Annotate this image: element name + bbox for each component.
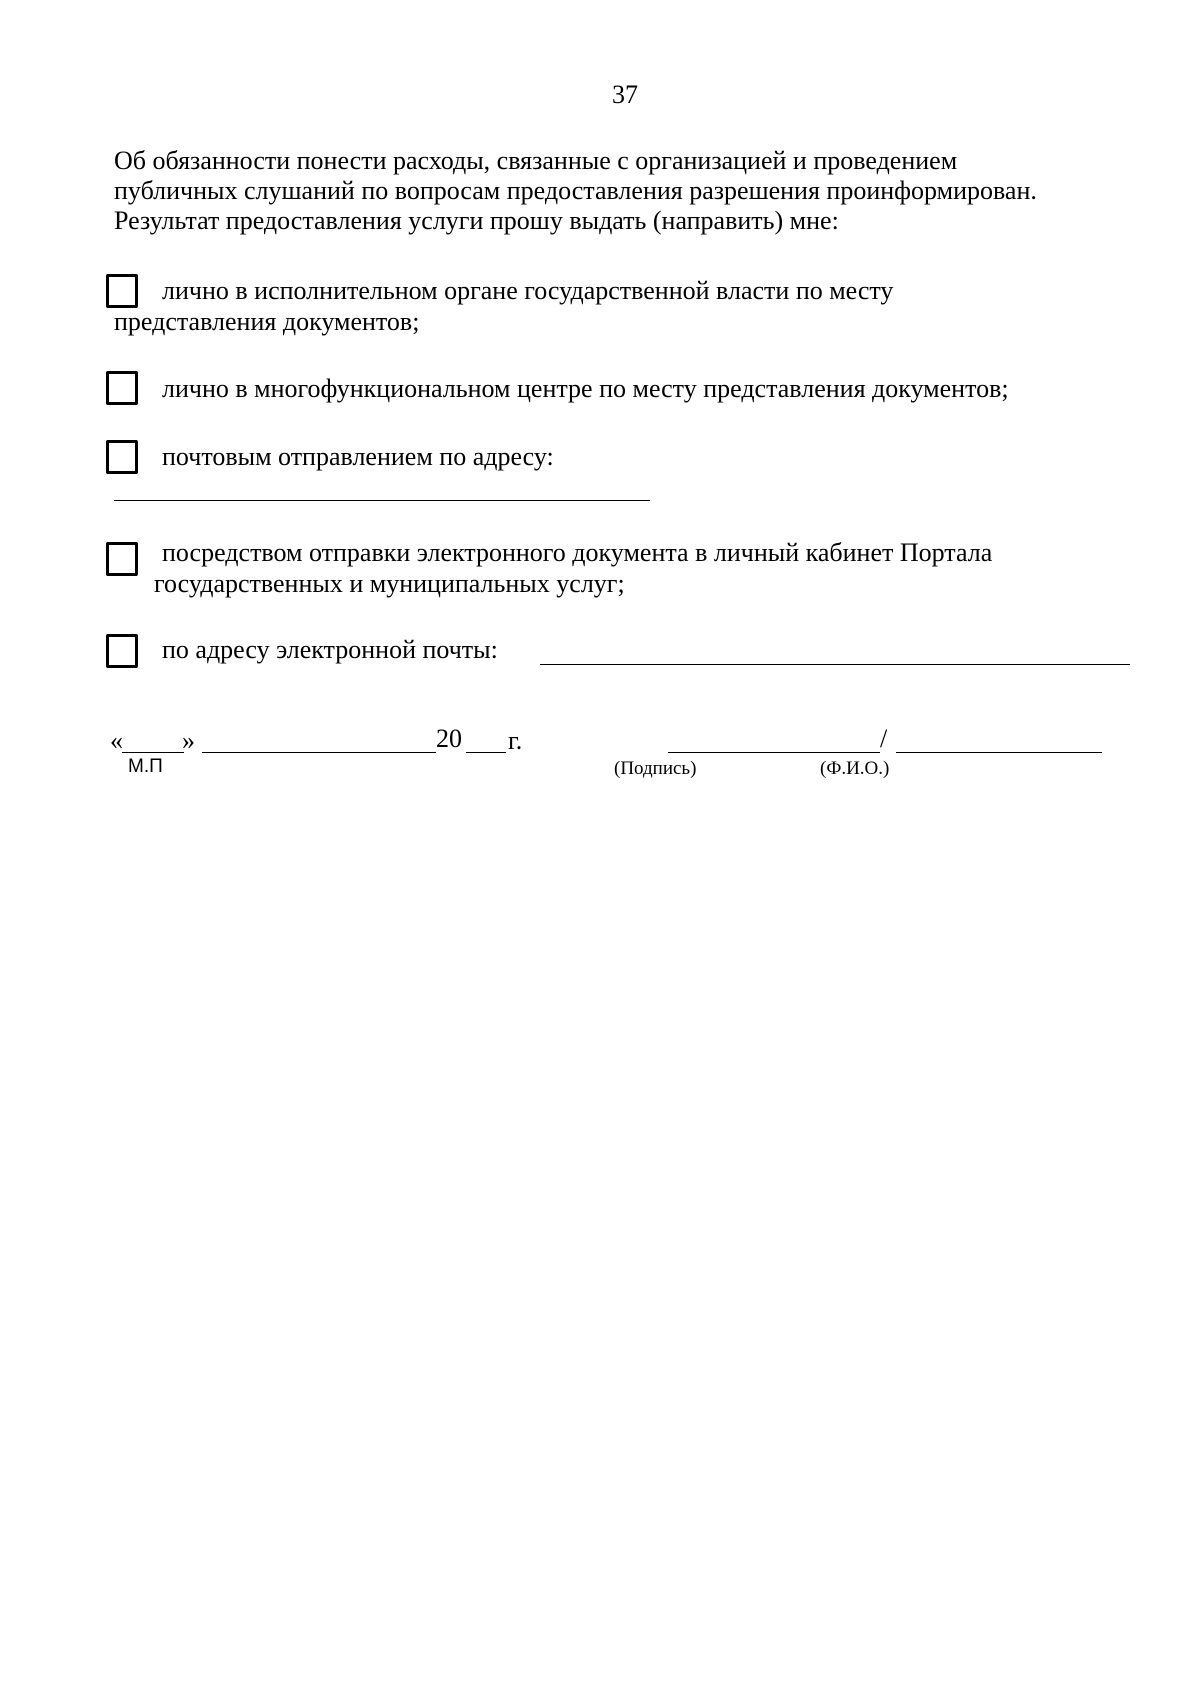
option-label-line1: по адресу электронной почты:	[162, 635, 498, 664]
postal-address-line[interactable]	[114, 500, 650, 501]
date-year-line[interactable]	[466, 752, 506, 753]
signature-label: (Подпись)	[614, 758, 697, 779]
checkbox-mfc[interactable]	[106, 371, 138, 405]
checkbox-executive-body[interactable]	[106, 274, 138, 308]
date-quote-close: »	[182, 726, 195, 755]
email-address-line[interactable]	[540, 664, 1130, 665]
date-quote-open: «	[110, 726, 123, 755]
checkbox-email[interactable]	[106, 634, 138, 668]
option-label-line1: посредством отправки электронного документа в личный кабинет Портала	[162, 538, 993, 567]
date-year-prefix: 20	[436, 724, 462, 753]
option-label-line1: лично в исполнительном органе государственной власти по месту	[162, 276, 894, 305]
intro-line: Об обязанности понести расходы, связанные с организацией и проведением	[114, 146, 958, 175]
date-month-line[interactable]	[202, 752, 436, 753]
date-day-line[interactable]	[122, 752, 184, 753]
stamp-label: М.П	[128, 756, 163, 777]
option-label-line2: представления документов;	[114, 307, 420, 336]
signature-separator: /	[880, 724, 888, 753]
signature-line[interactable]	[668, 752, 880, 753]
checkbox-portal[interactable]	[106, 542, 138, 576]
page-number: 37	[612, 80, 638, 109]
name-label: (Ф.И.О.)	[820, 758, 890, 779]
intro-line: публичных слушаний по вопросам предоставления разрешения проинформирован.	[114, 176, 1037, 205]
option-label-line2: государственных и муниципальных услуг;	[154, 569, 625, 598]
name-line[interactable]	[896, 752, 1102, 753]
option-label-line1: лично в многофункциональном центре по месту представления документов;	[162, 374, 1009, 403]
intro-line: Результат предоставления услуги прошу выдать (направить) мне:	[114, 206, 839, 235]
checkbox-postal[interactable]	[106, 440, 138, 474]
option-label-line1: почтовым отправлением по адресу:	[162, 442, 554, 471]
intro-paragraph	[114, 146, 1164, 236]
date-year-suffix: г.	[508, 726, 523, 755]
